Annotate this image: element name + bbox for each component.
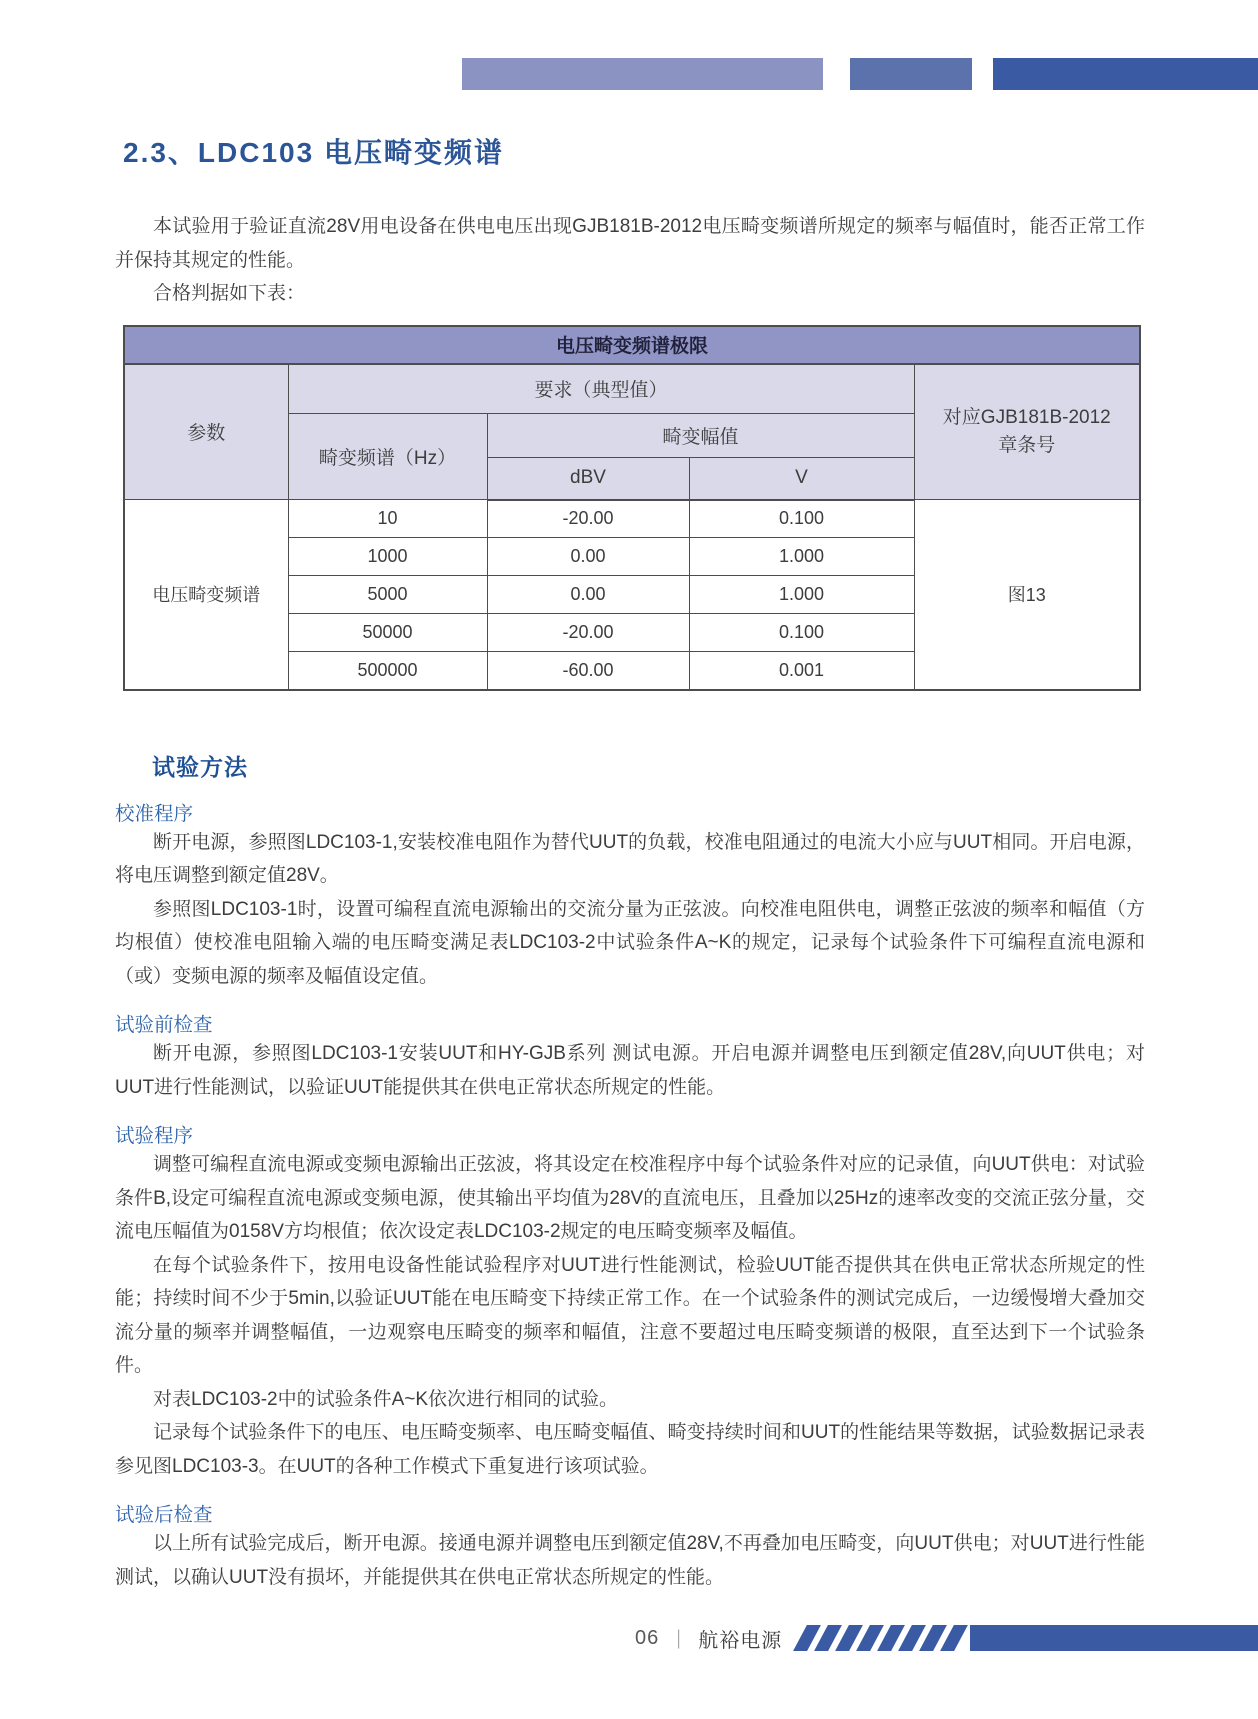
header-param: 参数 — [124, 364, 288, 500]
top-accent-bar-dark — [993, 58, 1258, 90]
section-pretest-check — [115, 1009, 1145, 1104]
footer-accent-bar — [970, 1625, 1258, 1651]
body-paragraph: 调整可编程直流电源或变频电源输出正弦波，将其设定在校准程序中每个试验条件对应的记录值，向UUT供电：对试验条件B,设定可编程直流电源或变频电源，使其输出平均值为28V的直流电压，且叠加以25Hz的速率改变的交流正弦分量，交流电压幅值为0158V方均根值；依次设定表LDC103-2规定的电压畸变频率及幅值。 — [115, 1154, 1145, 1242]
page-number: 06 — [635, 1626, 660, 1649]
page-title: 2.3、LDC103 电压畸变频谱 — [123, 137, 504, 168]
brand-name: 航裕电源 — [698, 1629, 783, 1652]
subsection-label-posttest-check: 试验后检查 — [115, 1504, 213, 1526]
cell-v: 1.000 — [689, 576, 914, 614]
header-requirement: 要求（典型值） — [288, 364, 914, 414]
cell-dbv: -60.00 — [487, 652, 689, 690]
section-calibration — [115, 798, 1145, 994]
section-test-procedure — [115, 1120, 1145, 1483]
header-dbv: dBV — [487, 458, 689, 500]
cell-freq: 5000 — [288, 576, 487, 614]
body-paragraph: 断开电源，参照图LDC103-1安装UUT和HY-GJB系列 测试电源。开启电源并调整电压到额定值28V,向UUT供电；对UUT进行性能测试，以验证UUT能提供其在供电正常状态所规定的性能。 — [115, 1043, 1145, 1098]
cell-dbv: 0.00 — [487, 576, 689, 614]
cell-freq: 50000 — [288, 614, 487, 652]
body-paragraph: 在每个试验条件下，按用电设备性能试验程序对UUT进行性能测试，检验UUT能否提供其在供电正常状态所规定的性能；持续时间不少于5min,以验证UUT能在电压畸变下持续正常工作。在一个试验条件的测试完成后，一边缓慢增大叠加交流分量的频率并调整幅值，一边观察电压畸变的频率和幅值，注意不要超过电压畸变频谱的极限，直至达到下一个试验条件。 — [115, 1254, 1145, 1376]
header-gjb-ref-line1: 对应GJB181B-2012 — [942, 406, 1111, 428]
row-label-cell: 电压畸变频谱 — [124, 500, 288, 690]
header-amplitude: 畸变幅值 — [487, 414, 914, 458]
cell-v: 1.000 — [689, 538, 914, 576]
table-title: 电压畸变频谱极限 — [124, 326, 1140, 364]
body-paragraph: 断开电源，参照图LDC103-1,安装校准电阻作为替代UUT的负载，校准电阻通过的电流大小应与UUT相同。开启电源，将电压调整到额定值28V。 — [115, 831, 1145, 886]
figure-ref-cell: 图13 — [914, 500, 1140, 690]
methods-heading: 试验方法 — [152, 753, 248, 780]
section-posttest-check — [115, 1499, 1145, 1594]
cell-v: 0.100 — [689, 614, 914, 652]
body-paragraph: 记录每个试验条件下的电压、电压畸变频率、电压畸变幅值、畸变持续时间和UUT的性能结果等数据，试验数据记录表参见图LDC103-3。在UUT的各种工作模式下重复进行该项试验。 — [115, 1422, 1145, 1477]
body-paragraph: 以上所有试验完成后，断开电源。接通电源并调整电压到额定值28V,不再叠加电压畸变，向UUT供电；对UUT进行性能测试，以确认UUT没有损坏，并能提供其在供电正常状态所规定的性能。 — [115, 1533, 1145, 1588]
cell-dbv: 0.00 — [487, 538, 689, 576]
cell-freq: 500000 — [288, 652, 487, 690]
subsection-label-calibration: 校准程序 — [115, 802, 194, 825]
header-gjb-ref — [914, 364, 1140, 500]
table-lead-in: 合格判据如下表： — [153, 283, 306, 304]
cell-v: 0.001 — [689, 652, 914, 690]
cell-dbv: -20.00 — [487, 500, 689, 538]
header-gjb-ref-line2: 章条号 — [998, 434, 1056, 456]
footer-separator: ｜ — [669, 1629, 689, 1651]
body-paragraph: 对表LDC103-2中的试验条件A~K依次进行相同的试验。 — [153, 1388, 619, 1410]
voltage-distortion-limits-table — [123, 325, 1141, 691]
footer-stripes-icon — [800, 1625, 968, 1651]
top-accent-bar-medium — [850, 58, 972, 90]
subsection-label-pretest-check: 试验前检查 — [115, 1014, 213, 1036]
cell-freq: 1000 — [288, 538, 487, 576]
cell-dbv: -20.00 — [487, 614, 689, 652]
subsection-label-test-procedure: 试验程序 — [115, 1125, 194, 1147]
body-paragraph: 参照图LDC103-1时，设置可编程直流电源输出的交流分量为正弦波。向校准电阻供电，调整正弦波的频率和幅值（方均根值）使校准电阻输入端的电压畸变满足表LDC103-2中试验条件A~K的规定，记录每个试验条件下可编程直流电源和（或）变频电源的频率及幅值设定值。 — [115, 898, 1145, 987]
header-v: V — [689, 458, 914, 500]
intro-paragraph: 本试验用于验证直流28V用电设备在供电电压出现GJB181B-2012电压畸变频谱所规定的频率与幅值时，能否正常工作并保持其规定的性能。 — [115, 216, 1145, 271]
header-freq-spectrum: 畸变频谱（Hz） — [288, 414, 487, 500]
cell-freq: 10 — [288, 500, 487, 538]
cell-v: 0.100 — [689, 500, 914, 538]
page-footer — [0, 1625, 1258, 1651]
top-accent-bar-light — [462, 58, 823, 90]
